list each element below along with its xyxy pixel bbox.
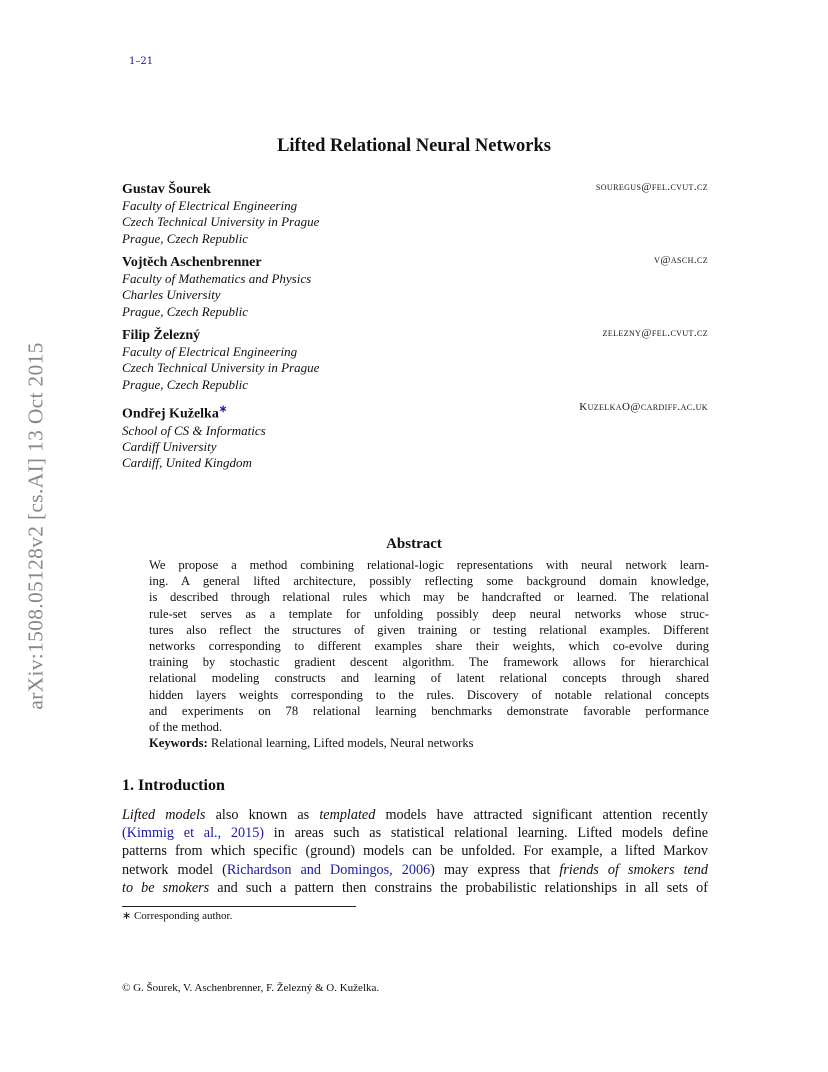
paper-title: Lifted Relational Neural Networks xyxy=(277,136,551,156)
keywords-text: Relational learning, Lifted models, Neural networks xyxy=(210,736,474,751)
intro-line: (Kimmig et al., 2015) in areas such as statistical relational learning. Lifted models define xyxy=(122,825,709,842)
intro-line: network model (Richardson and Domingos, 2006) may express that friends of smokers tend xyxy=(122,861,708,878)
footnote: ∗ Corresponding author. xyxy=(122,910,233,922)
abstract-line: and experiments on 78 relational learning benchmarks demonstrate favorable performance xyxy=(149,703,709,718)
intro-line: patterns from which specific (ground) models can be unfolded. For example, a lifted Markov xyxy=(122,843,708,860)
author-block xyxy=(122,254,708,320)
author-email: KuzelkaO@cardiff.ac.uk xyxy=(579,401,708,413)
author-affiliation: Czech Technical University in Prague xyxy=(122,360,320,376)
author-affiliation: Cardiff, United Kingdom xyxy=(122,455,252,471)
author-block xyxy=(122,181,708,247)
author-affiliation: Faculty of Mathematics and Physics xyxy=(122,271,312,286)
abstract-line: is described through relational rules which may be handcrafted or learned. The relational xyxy=(149,590,709,605)
abstract-line: training by stochastic gradient descent algorithm. The framework allows for hierarchical xyxy=(149,655,709,670)
section-heading: 1. Introduction xyxy=(122,777,225,794)
copyright-line: © G. Šourek, V. Aschenbrenner, F. Železný & O. Kuželka. xyxy=(122,982,380,994)
citation-link[interactable]: Richardson and Domingos, 2006 xyxy=(226,861,431,878)
author-affiliation: Czech Technical University in Prague xyxy=(122,214,320,230)
abstract-line: of the method. xyxy=(149,720,223,735)
author-affiliation: Prague, Czech Republic xyxy=(122,376,248,392)
author-affiliation: Prague, Czech Republic xyxy=(122,303,248,319)
author-affiliation: Faculty of Electrical Engineering xyxy=(122,198,298,213)
author-email: v@asch.cz xyxy=(654,254,708,266)
author-block xyxy=(122,401,708,472)
author-affiliation: Prague, Czech Republic xyxy=(122,230,248,246)
author-block xyxy=(122,327,708,393)
author-affiliation: Faculty of Electrical Engineering xyxy=(122,344,298,359)
author-affiliation: School of CS & Informatics xyxy=(122,422,266,438)
keywords xyxy=(149,735,709,751)
abstract-body xyxy=(149,557,709,751)
abstract-line: We propose a method combining relational-logic representations with neural network learn- xyxy=(149,558,709,572)
author-email: zelezny@fel.cvut.cz xyxy=(602,327,708,339)
author-name: Vojtěch Aschenbrenner xyxy=(122,255,262,270)
citation-link[interactable]: Kimmig et al., 2015 xyxy=(126,825,260,842)
keywords-label: Keywords: xyxy=(149,736,208,751)
author-affiliation: Cardiff University xyxy=(122,438,217,454)
footnote-rule xyxy=(122,906,356,907)
abstract-heading: Abstract xyxy=(386,536,442,552)
abstract-line: networks corresponding to different examples share their weights, which co-evolve during xyxy=(149,639,709,654)
author-affiliation: Charles University xyxy=(122,287,221,303)
abstract-line: rule-set serves as a template for unfolding possibly deep neural networks whose struc- xyxy=(149,606,709,621)
author-name: Ondřej Kuželka∗ xyxy=(122,404,228,422)
author-name: Filip Železný xyxy=(122,328,201,343)
author-name: Gustav Šourek xyxy=(122,182,211,197)
abstract-line: relational modeling constructs and learning of latent relational concepts through shared xyxy=(149,671,709,686)
abstract-line: tures also reflect the structures of given training or testing relational examples. Different xyxy=(149,622,709,637)
abstract-line: ing. A general lifted architecture, possibly reflecting some background domain knowledge, xyxy=(149,574,709,589)
arxiv-identifier: arXiv:1508.05128v2 [cs.AI] 13 Oct 2015 xyxy=(23,342,48,710)
footnote-marker[interactable]: ∗ xyxy=(218,404,228,415)
intro-line: to be smokers and such a pattern then constrains the probabilistic relationships in all sets of xyxy=(122,879,708,896)
page-range: 1–21 xyxy=(129,56,154,67)
abstract-line: hidden layers weights corresponding to the rules. Discovery of notable relational concepts xyxy=(149,687,709,702)
intro-paragraph xyxy=(122,806,708,897)
intro-line: Lifted models also known as templated models have attracted significant attention recently xyxy=(122,807,708,823)
author-email: souregus@fel.cvut.cz xyxy=(595,181,708,193)
